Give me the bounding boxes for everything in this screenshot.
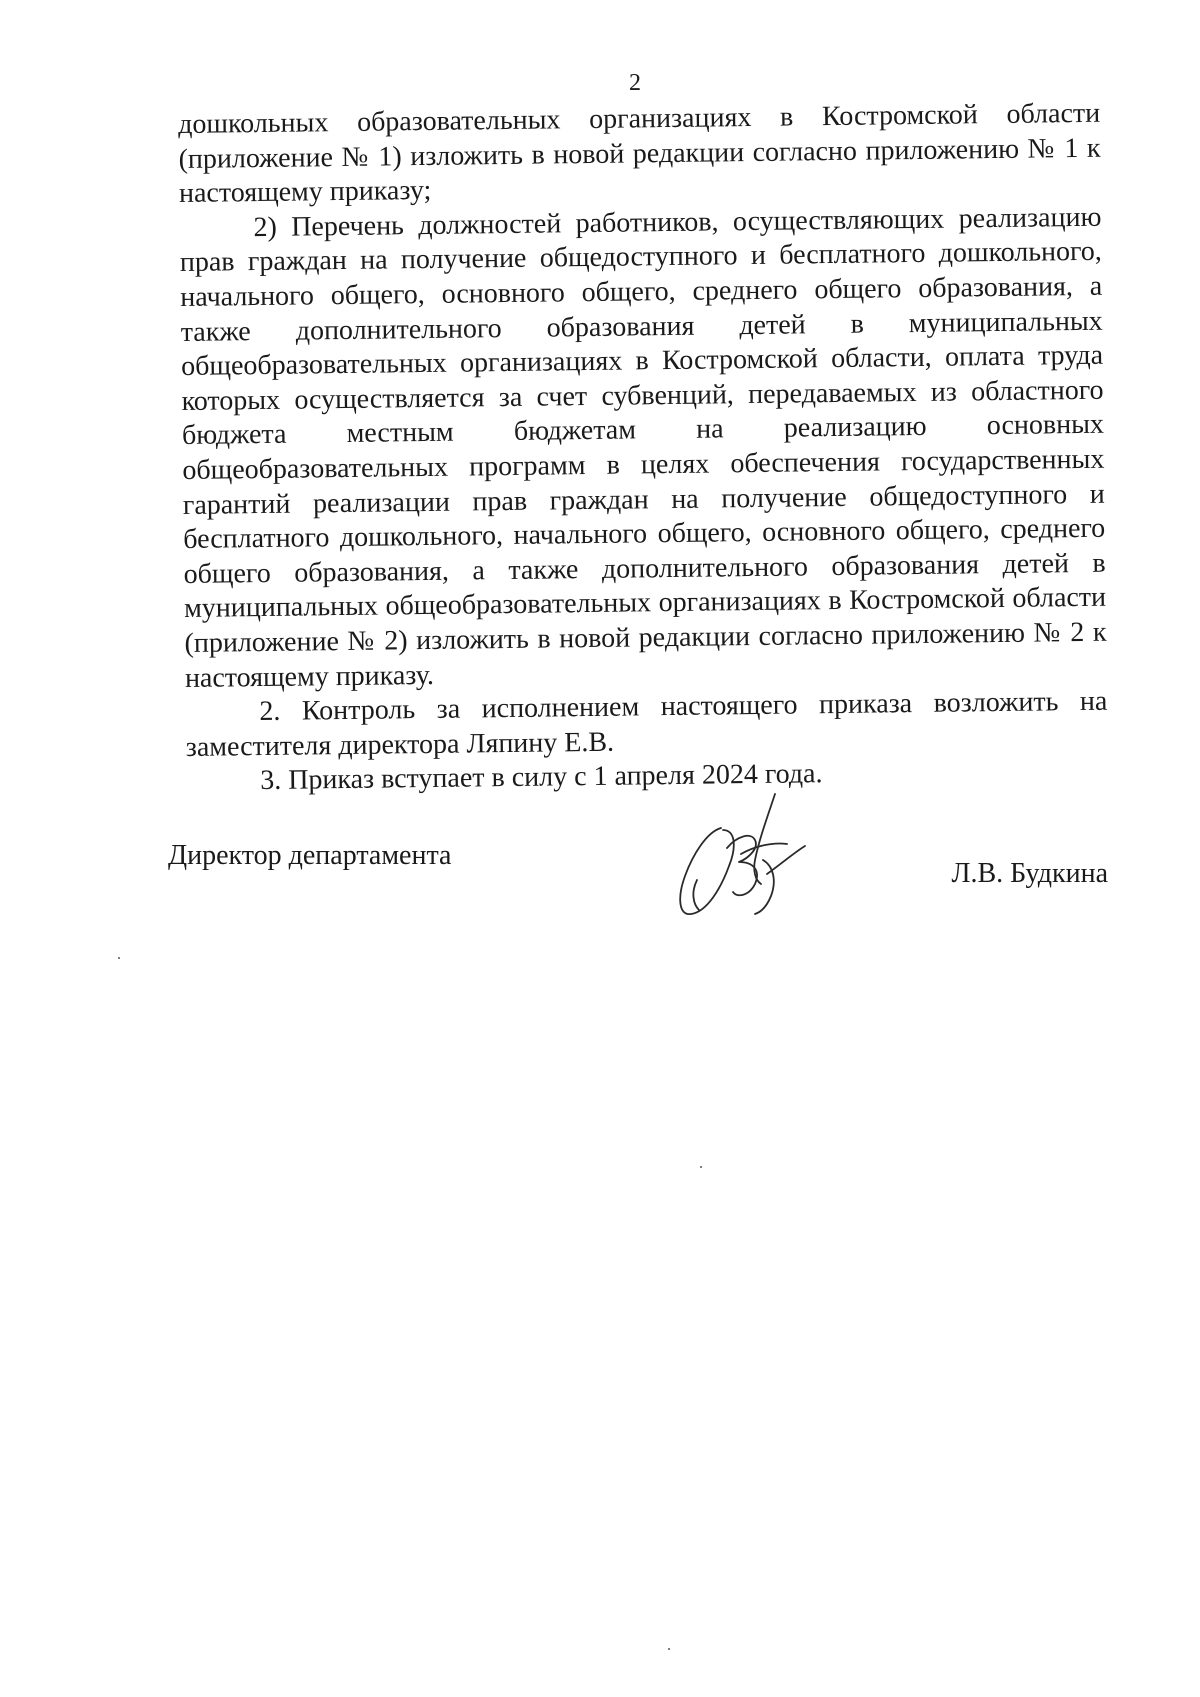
scan-speck (700, 1166, 702, 1168)
paragraph-control-clause: 2. Контроль за исполнением настоящего приказа возложить на заместителя директора Ляпину Е.В. (185, 685, 1108, 763)
handwritten-signature (663, 788, 813, 923)
scan-speck (668, 1648, 670, 1650)
signer-title: Директор департамента (168, 840, 452, 871)
document-body (178, 97, 1108, 800)
page-number: 2 (629, 70, 641, 96)
paragraph-continuation: дошкольных образовательных организациях в Костромской области (приложение № 1) изложить в новой редакции согласно приложению № 1 к настоящему приказу; (178, 97, 1101, 210)
signer-name: Л.В. Будкина (951, 858, 1108, 889)
paragraph-effective-date: 3. Приказ вступает в силу с 1 апреля 2024 года. (260, 758, 823, 797)
paragraph-list-item-2: 2) Перечень должностей работников, осуществляющих реализацию прав граждан на получение общедоступного и бесплатного дошкольного, начального общего, основного общего, среднего общего образования, а также дополнительного образования детей в муниципальных общеобразовательных организациях в Костромской области, оплата труда которых осуществляется за счет субвенций, передаваемых из областного бюджета местным бюджетам на реализацию основных общеобразовательных программ в целях обеспечения государственных гарантий реализации прав граждан на получение общедоступного и бесплатного дошкольного, начального общего, основного общего, среднего общего образования, а также дополнительного образования детей в муниципальных общеобразовательных организациях в Костромской области (приложение № 2) изложить в новой редакции согласно приложению № 2 к настоящему приказу. (179, 201, 1107, 694)
signature-block (168, 830, 1108, 940)
scan-speck (118, 957, 120, 959)
